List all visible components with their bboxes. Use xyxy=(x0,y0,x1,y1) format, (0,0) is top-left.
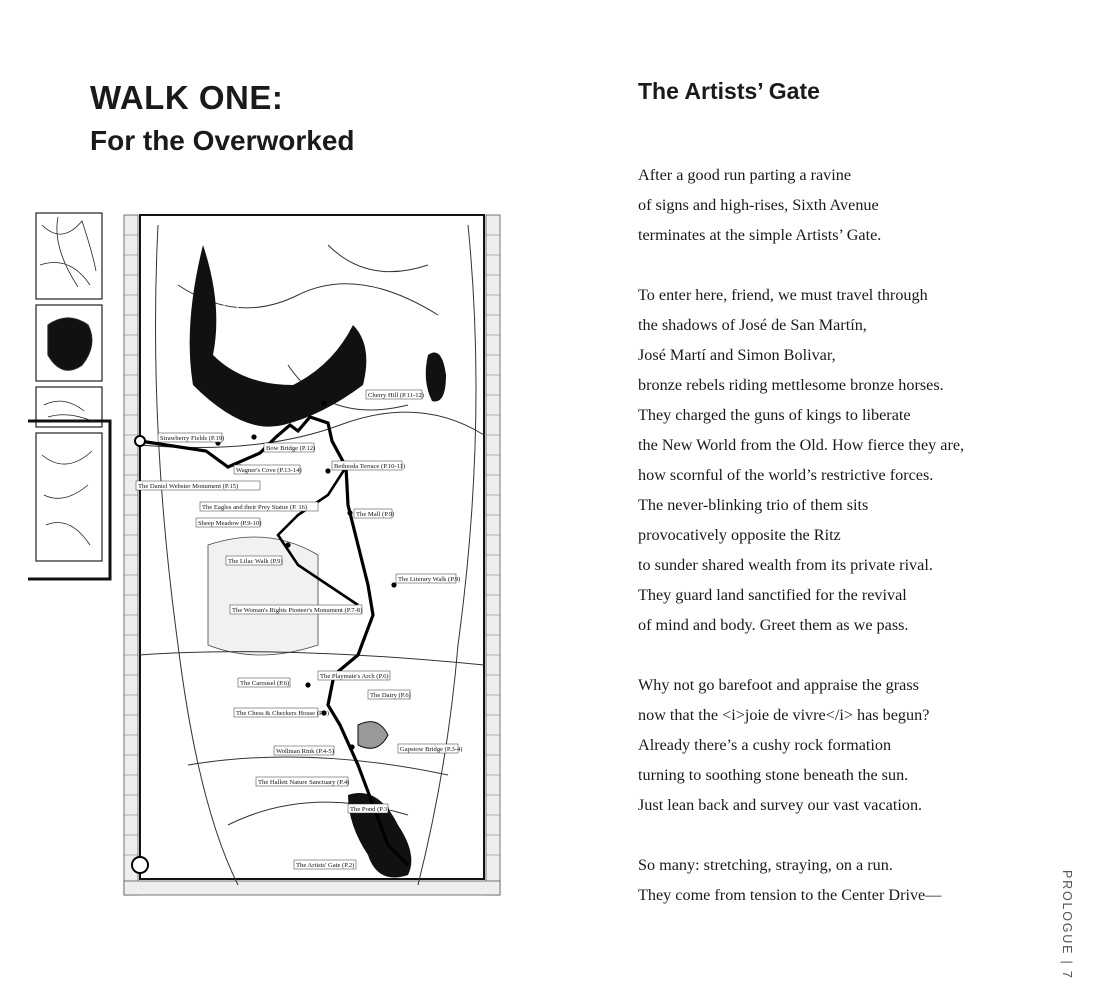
map-label xyxy=(264,443,315,452)
poem-line: the shadows of José de San Martín, xyxy=(638,316,867,334)
map-label xyxy=(136,481,260,490)
poem-line: of signs and high-rises, Sixth Avenue xyxy=(638,196,879,214)
route-start-marker xyxy=(135,436,145,446)
map-label xyxy=(368,690,411,699)
stanza-2 xyxy=(638,280,1058,640)
svg-text:The Pond (P.3): The Pond (P.3) xyxy=(350,806,390,813)
stanza-3 xyxy=(638,670,1058,820)
map-label xyxy=(230,605,362,614)
compass-marker xyxy=(132,857,148,873)
current-section-frame xyxy=(28,421,110,579)
map-label xyxy=(200,502,318,511)
poem-line: the New World from the Old. How fierce they are, xyxy=(638,436,965,454)
svg-text:The Artists' Gate (P.2): The Artists' Gate (P.2) xyxy=(296,862,355,869)
svg-text:The Daniel Webster Monument (P: The Daniel Webster Monument (P.15) xyxy=(138,483,239,490)
svg-text:Strawberry Fields (P.19): Strawberry Fields (P.19) xyxy=(160,435,225,442)
map-label xyxy=(332,461,405,470)
svg-text:The Lilac Walk (P.9): The Lilac Walk (P.9) xyxy=(228,558,283,565)
svg-text:Sheep Meadow (P.9-10): Sheep Meadow (P.9-10) xyxy=(198,520,262,527)
poem-line: They come from tension to the Center Drive— xyxy=(638,886,942,904)
sheep-meadow xyxy=(208,537,318,655)
poem-line: terminates at the simple Artists’ Gate. xyxy=(638,226,882,244)
poem-body xyxy=(638,160,1058,940)
poem-line: how scornful of the world’s restrictive forces. xyxy=(638,466,934,484)
poem-line: bronze rebels riding mettlesome bronze horses. xyxy=(638,376,944,394)
svg-text:The Hallett Nature Sanctuary (: The Hallett Nature Sanctuary (P.4) xyxy=(258,779,350,786)
svg-text:The Mall (P.9): The Mall (P.9) xyxy=(356,511,395,518)
svg-text:The Dairy (P.6): The Dairy (P.6) xyxy=(370,692,411,699)
poem-line: José Martí and Simon Bolivar, xyxy=(638,346,836,364)
map-label xyxy=(238,678,290,687)
map-illustration xyxy=(28,205,528,905)
walk-subtitle: For the Overworked xyxy=(90,125,355,156)
svg-text:The Woman's Rights Pioneer's M: The Woman's Rights Pioneer's Monument (P.7-8) xyxy=(232,607,363,614)
central-park-map xyxy=(28,205,528,905)
svg-text:Gapstow Bridge (P.3-4): Gapstow Bridge (P.3-4) xyxy=(400,746,463,753)
map-label xyxy=(158,433,224,442)
map-thumbnail-strip xyxy=(36,213,102,561)
map-label xyxy=(348,804,389,813)
poem-line: now that the <i>joie de vivre</i> has begun? xyxy=(638,706,930,724)
svg-text:The Eagles and their Prey Stat: The Eagles and their Prey Statue (P. 16) xyxy=(202,504,308,511)
map-label xyxy=(196,518,262,527)
svg-text:The Carousel (P.6): The Carousel (P.6) xyxy=(240,680,290,687)
map-label xyxy=(226,556,283,565)
svg-text:The Chess & Checkers House (P.: The Chess & Checkers House (P.5) xyxy=(236,710,330,717)
poem-line: The never-blinking trio of them sits xyxy=(638,496,869,514)
poem-line: provocatively opposite the Ritz xyxy=(638,526,841,544)
poem-line: turning to soothing stone beneath the sun. xyxy=(638,766,909,784)
map-label xyxy=(398,744,462,753)
running-head: PROLOGUE | 7 xyxy=(1060,870,1074,980)
right-page xyxy=(560,0,1107,996)
svg-text:Bethesda Terrace (P.10-11): Bethesda Terrace (P.10-11) xyxy=(334,463,406,470)
poem-line: Just lean back and survey our vast vacation. xyxy=(638,796,923,814)
poem-line: of mind and body. Greet them as we pass. xyxy=(638,616,909,634)
map-label xyxy=(294,860,356,869)
svg-text:Cherry Hill (P.11-12): Cherry Hill (P.11-12) xyxy=(368,392,424,399)
stanza-4 xyxy=(638,850,1058,910)
map-label xyxy=(366,390,424,399)
poem-line: to sunder shared wealth from its private rival. xyxy=(638,556,933,574)
svg-text:Wagner's Cove (P.13-14): Wagner's Cove (P.13-14) xyxy=(236,467,302,474)
poem-title: The Artists’ Gate xyxy=(638,78,820,104)
map-label xyxy=(274,746,334,755)
map-label xyxy=(318,671,390,680)
map-label xyxy=(354,509,394,518)
map-label xyxy=(396,574,460,583)
poem-line: They charged the guns of kings to liberate xyxy=(638,406,911,424)
poem-line: To enter here, friend, we must travel through xyxy=(638,286,928,304)
map-label xyxy=(234,708,329,717)
poem-line: They guard land sanctified for the revival xyxy=(638,586,907,604)
poem-line: Why not go barefoot and appraise the grass xyxy=(638,676,919,694)
svg-text:Wollman Rink (P.4-5): Wollman Rink (P.4-5) xyxy=(276,748,334,755)
walk-title: WALK ONE: xyxy=(90,79,284,116)
svg-text:Bow Bridge (P.12): Bow Bridge (P.12) xyxy=(266,445,316,452)
svg-text:The Playmate's Arch (P.6): The Playmate's Arch (P.6) xyxy=(320,673,389,680)
stanza-1 xyxy=(638,160,1058,250)
poem-line: Already there’s a cushy rock formation xyxy=(638,736,892,754)
svg-text:The Literary Walk (P.9): The Literary Walk (P.9) xyxy=(398,576,461,583)
map-label xyxy=(234,465,302,474)
map-label xyxy=(256,777,349,786)
poem-line: After a good run parting a ravine xyxy=(638,166,852,184)
poem-line: So many: stretching, straying, on a run. xyxy=(638,856,893,874)
